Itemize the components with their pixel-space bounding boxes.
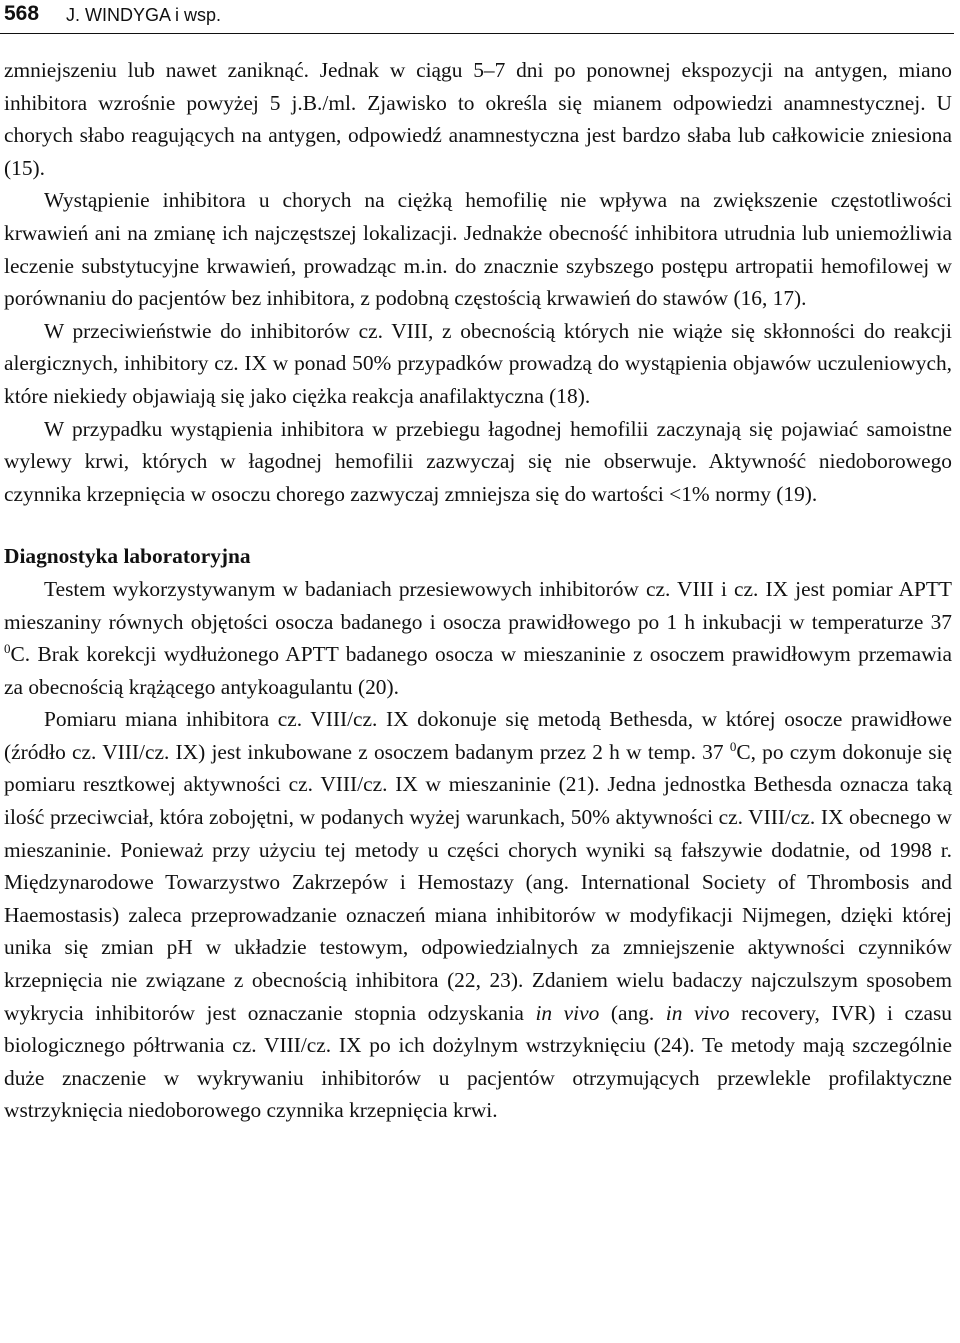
superscript: 0: [729, 738, 737, 754]
text-run: recovery, IVR) i czasu biologicznego półtrwania cz. VIII/cz. IX po ich dożylnym wstrzyknięciu (24). Te metody mają szczególnie duże znaczenie w wykrywaniu inhibitorów u pacjentów otrzymujących przewlekle profilaktyczne wstrzyknięcia niedoborowego czynnika krzepnięcia krwi.: [4, 1000, 952, 1123]
section-heading: Diagnostyka laboratoryjna: [4, 544, 251, 569]
paragraph-mild-hemophilia: W przypadku wystąpienia inhibitora w przebiegu łagodnej hemofilii zaczynają się pojawiać samoistne wylewy krwi, których w łagodnej hemofilii zazwyczaj się nie obserwuje. Aktywność niedoborowego czynnika krzepnięcia w osoczu chorego zazwyczaj zmniejsza się do wartości <1% normy (19).: [4, 416, 952, 506]
page-number: 568: [4, 2, 40, 25]
header-rule: [0, 33, 954, 34]
text-run: Testem wykorzystywanym w badaniach przesiewowych inhibitorów cz. VIII i cz. IX jest pomiar APTT mieszaniny równych objętości osocza badanego i osocza prawidłowego po 1 h inkubacji w temperaturze 37: [4, 576, 952, 634]
text-run: C, po czym dokonuje się pomiaru resztkowej aktywności cz. VIII/cz. IX w mieszaninie (21). Jedna jednostka Bethesda oznacza taką ilość przeciwciał, która zobojętni, w podanych wyżej warunkach, 50% aktywności cz. VIII/cz. IX obecnego w mieszaninie. Ponieważ przy użyciu tej metody u części chorych wyniki są fałszywie dodatnie, od 1998 r. Międzynarodowe Towarzystwo Zakrzepów i Hemostazy (ang. International Society of Thrombosis and Haemostasis) zaleca przeprowadzanie oznaczeń miana inhibitorów w modyfikacji Nijmegen, dzięki której unika się zmian pH w układzie testowym, odpowiedzialnych za zmniejszenie aktywności czynników krzepnięcia nie związane z obecnością inhibitora (22, 23). Zdaniem wielu badaczy najczulszym sposobem wykrycia inhibitorów jest oznaczanie stopnia odzyskania: [4, 739, 952, 1025]
italic-term: in vivo: [665, 1000, 730, 1025]
text-run: (ang.: [599, 1000, 666, 1025]
running-head: J. WINDYGA i wsp.: [66, 5, 222, 25]
page-header: [0, 0, 960, 40]
italic-term: in vivo: [535, 1000, 600, 1025]
paragraph-bethesda-method: [4, 703, 952, 1127]
paragraph-continuation: zmniejszeniu lub nawet zaniknąć. Jednak w ciągu 5–7 dni po ponownej ekspozycji na antygen, miano inhibitora wzrośnie powyżej 5 j.B./ml. Zjawisko to określa się mianem odpowiedzi anamnestycznej. U chorych słabo reagujących na antygen, odpowiedź anamnestyczna jest bardzo słaba lub całkowicie zniesiona (15).: [4, 58, 952, 180]
paragraph-aptt-screening: [4, 573, 952, 703]
paragraph-factor-ix-allergy: W przeciwieństwie do inhibitorów cz. VIII, z obecnością których nie wiąże się skłonności do reakcji alergicznych, inhibitory cz. IX w ponad 50% przypadków prowadzą do wystąpienia objawów uczuleniowych, które niekiedy objawiają się jako ciężka reakcja anafilaktyczna (18).: [4, 318, 952, 408]
text-run: C. Brak korekcji wydłużonego APTT badanego osocza w mieszaninie z osoczem prawidłowym przemawia za obecnością krążącego antykoagulantu (20).: [4, 642, 952, 699]
paragraph-inhibitor-effects: Wystąpienie inhibitora u chorych na ciężką hemofilię nie wpływa na zwiększenie częstotliwości krwawień ani na zmianę ich najczęstszej lokalizacji. Jednakże obecność inhibitora utrudnia lub uniemożliwia leczenie substytucyjne krwawień, prowadząc m.in. do znacznie szybszego postępu artropatii hemofilowej w porównaniu do pacjentów bez inhibitora, z podobną częstością krwawień do stawów (16, 17).: [4, 188, 952, 311]
text-run: Pomiaru miana inhibitora cz. VIII/cz. IX dokonuje się metodą Bethesda, w której osocze prawidłowe (źródło cz. VIII/cz. IX) jest inkubowane z osoczem badanym przez 2 h w temp. 37: [4, 707, 952, 764]
article-body: [4, 54, 952, 1127]
superscript: 0: [4, 641, 11, 657]
